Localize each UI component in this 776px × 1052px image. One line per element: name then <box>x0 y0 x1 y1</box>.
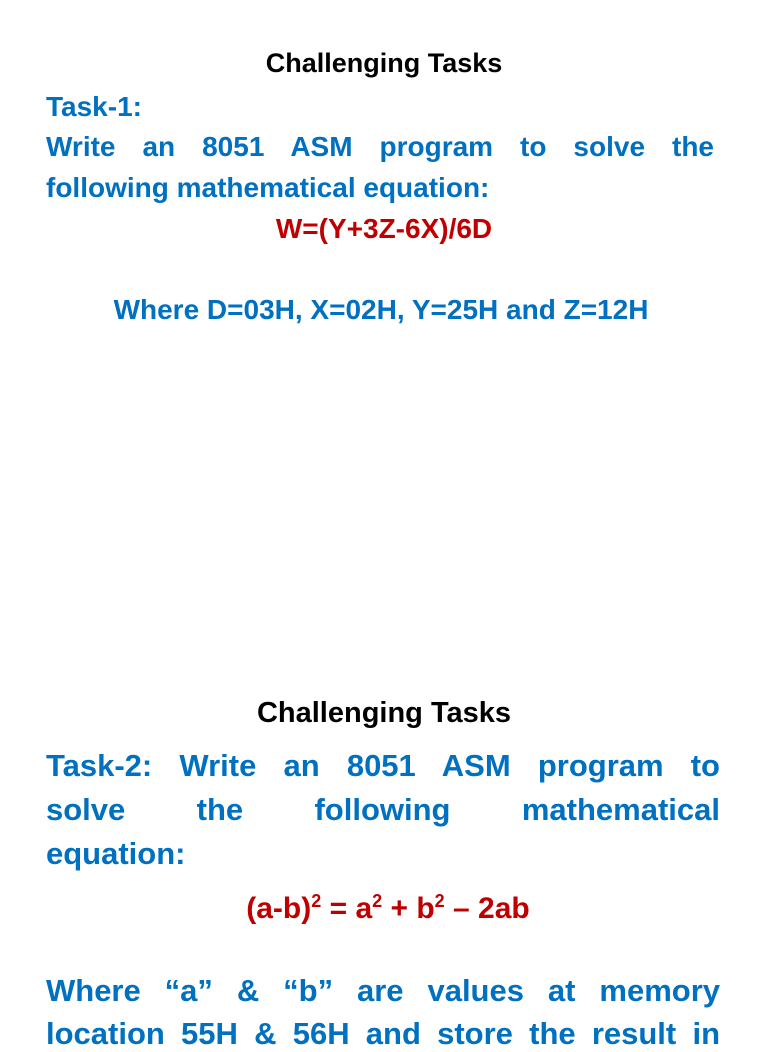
slide-1-title: Challenging Tasks <box>265 48 503 78</box>
task-2-body-line-3: equation: <box>46 836 186 871</box>
task-2-equation <box>0 892 776 926</box>
equation-exponent-2: 2 <box>372 891 383 912</box>
equation-part-1: (a-b) <box>246 892 312 925</box>
task-2-body-line-1: Task-2: Write an 8051 ASM program to <box>46 748 720 783</box>
slide-2 <box>0 660 768 1051</box>
equation-part-2: = a <box>321 892 373 925</box>
task-2-where-line-1: Where “a” & “b” are values at memory <box>46 973 720 1008</box>
task-1-where: Where D=03H, X=02H, Y=25H and Z=12H <box>113 294 649 325</box>
slide-2-title: Challenging Tasks <box>256 697 512 729</box>
task-1-equation: W=(Y+3Z-6X)/6D <box>275 213 493 244</box>
equation-part-3: + b <box>382 892 435 925</box>
task-1-label: Task-1: <box>46 91 142 122</box>
task-1-body-line-1: Write an 8051 ASM program to solve the <box>46 131 714 162</box>
equation-exponent-3: 2 <box>434 891 445 912</box>
equation-part-4: – 2ab <box>444 892 530 925</box>
equation-exponent-1: 2 <box>311 891 322 912</box>
task-2-where-line-2: location 55H & 56H and store the result in <box>46 1016 720 1051</box>
task-2-body-line-2: solve the following mathematical <box>46 792 720 827</box>
task-1-body-line-2: following mathematical equation: <box>46 172 490 203</box>
